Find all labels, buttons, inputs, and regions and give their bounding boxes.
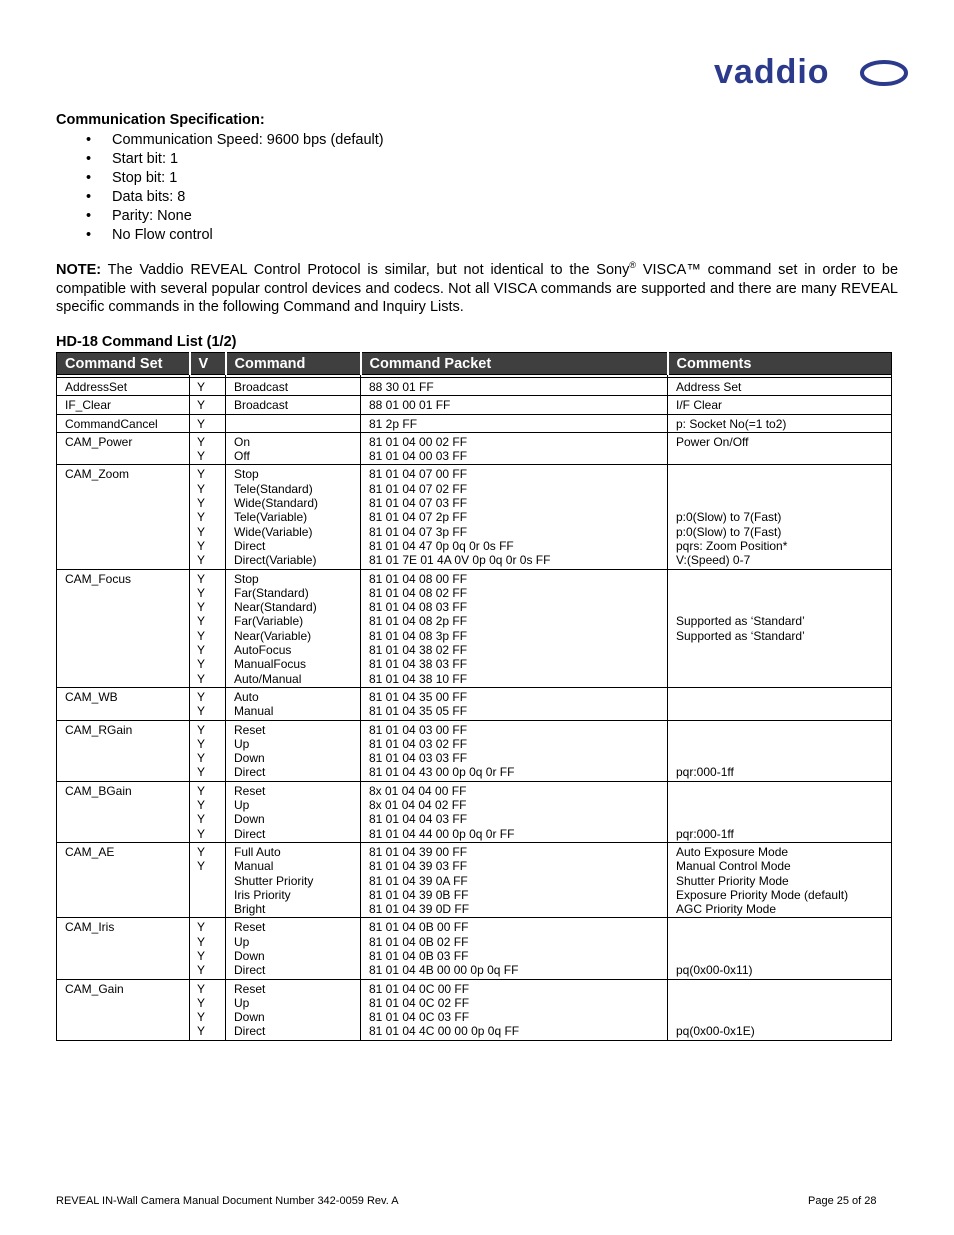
- cell-line: Supported as ‘Standard’: [676, 614, 805, 629]
- cell-line: Direct: [234, 538, 266, 553]
- cell-command-set: CAM_RGain: [57, 720, 190, 781]
- table-row: [57, 569, 892, 687]
- cell-command-set: CommandCancel: [57, 414, 190, 432]
- cell-line: Y: [197, 657, 206, 672]
- cell-line: Exposure Priority Mode (default): [676, 887, 849, 902]
- table-row: [57, 687, 892, 720]
- cell-line: 81 01 04 35 00 FF: [369, 689, 468, 704]
- cell-line: Y: [197, 844, 206, 859]
- table-row: [57, 979, 892, 1040]
- cell-line: 81 01 04 4B 00 00 0p 0q FF: [369, 963, 519, 978]
- cell-line: p:0(Slow) to 7(Fast): [676, 510, 782, 525]
- footer-document-info: REVEAL IN-Wall Camera Manual Document Number 342-0059 Rev. A: [56, 1195, 399, 1207]
- cell-v: [190, 432, 226, 465]
- cell-line: 81 01 04 08 3p FF: [369, 628, 468, 643]
- table-title: HD-18 Command List (1/2): [56, 334, 237, 350]
- cell-line: 81 01 04 04 03 FF: [369, 812, 468, 827]
- cell-v: [190, 687, 226, 720]
- cell-command-packet: [361, 687, 668, 720]
- header-command-set: Command Set: [57, 353, 190, 375]
- cell-line: 81 01 04 39 0A FF: [369, 873, 468, 888]
- communication-spec-list: [56, 131, 384, 245]
- cell-v: [190, 414, 226, 432]
- cell-line: Y: [197, 812, 206, 827]
- cell-comments: [668, 918, 892, 979]
- table-row: [57, 465, 892, 569]
- cell-command: [226, 378, 361, 396]
- cell-line: Direct: [234, 1024, 266, 1039]
- cell-command: [226, 687, 361, 720]
- cell-v: [190, 569, 226, 687]
- cell-command-set: CAM_AE: [57, 842, 190, 917]
- cell-line: Y: [197, 783, 206, 798]
- footer-page-number: Page 25 of 28: [808, 1195, 877, 1207]
- cell-line: Up: [234, 934, 250, 949]
- cell-command-set: CAM_Zoom: [57, 465, 190, 569]
- bullet-icon: •: [86, 189, 92, 205]
- cell-line: Down: [234, 1010, 265, 1025]
- cell-line: 81 01 04 07 00 FF: [369, 467, 468, 482]
- cell-line: Y: [197, 798, 206, 813]
- cell-line: Off: [234, 449, 250, 464]
- cell-line: p:0(Slow) to 7(Fast): [676, 524, 782, 539]
- cell-line: 81 01 04 39 00 FF: [369, 844, 468, 859]
- cell-line: 81 01 7E 01 4A 0V 0p 0q 0r 0s FF: [369, 553, 551, 568]
- cell-line: 81 01 04 00 02 FF: [369, 434, 468, 449]
- spec-list-item: [56, 188, 384, 207]
- cell-line: Bright: [234, 902, 266, 917]
- cell-v: [190, 781, 226, 842]
- cell-line: 81 2p FF: [369, 416, 418, 431]
- cell-comments: [668, 842, 892, 917]
- cell-line: AutoFocus: [234, 643, 292, 658]
- cell-line: 81 01 04 0B 03 FF: [369, 948, 469, 963]
- cell-line: Tele(Standard): [234, 481, 313, 496]
- cell-line: Far(Variable): [234, 614, 304, 629]
- table-row: [57, 720, 892, 781]
- cell-line: [676, 751, 883, 765]
- cell-line: Direct: [234, 826, 266, 841]
- cell-command-set: CAM_Iris: [57, 918, 190, 979]
- cell-line: 81 01 04 08 03 FF: [369, 600, 468, 615]
- cell-line: [676, 586, 883, 600]
- cell-line: p: Socket No(=1 to2): [676, 416, 787, 431]
- cell-line: 81 01 04 4C 00 00 0p 0q FF: [369, 1024, 520, 1039]
- bullet-icon: •: [86, 132, 92, 148]
- cell-line: pqr:000-1ff: [676, 765, 734, 780]
- cell-line: Y: [197, 380, 206, 394]
- cell-line: 81 01 04 07 2p FF: [369, 510, 468, 525]
- cell-line: V:(Speed) 0-7: [676, 553, 751, 568]
- cell-line: Y: [197, 434, 206, 449]
- cell-line: Y: [197, 643, 206, 658]
- cell-v: [190, 979, 226, 1040]
- header-command: Command: [226, 353, 361, 375]
- cell-line: Near(Standard): [234, 600, 317, 615]
- cell-v: [190, 396, 226, 414]
- cell-line: [676, 798, 883, 812]
- cell-line: [234, 417, 352, 431]
- cell-line: 81 01 04 39 0D FF: [369, 902, 470, 917]
- cell-line: Y: [197, 510, 206, 525]
- registered-mark: ®: [629, 260, 637, 271]
- cell-line: Y: [197, 934, 206, 949]
- cell-command-set: CAM_BGain: [57, 781, 190, 842]
- bullet-icon: •: [86, 170, 92, 186]
- cell-line: Direct: [234, 963, 266, 978]
- cell-line: Stop: [234, 571, 259, 586]
- cell-line: 88 01 00 01 FF: [369, 398, 451, 413]
- note-label: NOTE:: [56, 262, 102, 278]
- table-row: [57, 432, 892, 465]
- cell-command: [226, 842, 361, 917]
- command-table: [56, 352, 892, 1041]
- cell-line: 81 01 04 0C 02 FF: [369, 995, 470, 1010]
- cell-line: Y: [197, 496, 206, 511]
- cell-command-packet: [361, 781, 668, 842]
- cell-line: Manual Control Mode: [676, 859, 791, 874]
- cell-command-packet: [361, 414, 668, 432]
- cell-command-set: CAM_Focus: [57, 569, 190, 687]
- cell-line: Reset: [234, 722, 266, 737]
- command-table-body: [57, 375, 892, 1041]
- cell-line: 81 01 04 47 0p 0q 0r 0s FF: [369, 538, 514, 553]
- cell-line: Up: [234, 995, 250, 1010]
- logo-swoosh: [862, 62, 906, 84]
- cell-line: [676, 949, 883, 963]
- cell-line: Auto: [234, 689, 259, 704]
- cell-line: 81 01 04 0C 00 FF: [369, 981, 470, 996]
- cell-command-set: CAM_WB: [57, 687, 190, 720]
- cell-line: Y: [197, 859, 206, 874]
- cell-line: 81 01 04 44 00 0p 0q 0r FF: [369, 826, 515, 841]
- cell-line: Broadcast: [234, 380, 289, 394]
- cell-command: [226, 569, 361, 687]
- cell-line: 81 01 04 08 02 FF: [369, 585, 468, 600]
- cell-line: Y: [197, 553, 206, 568]
- cell-line: 81 01 04 07 3p FF: [369, 524, 468, 539]
- cell-line: Y: [197, 704, 206, 719]
- cell-line: Y: [197, 722, 206, 737]
- spec-list-item: [56, 150, 384, 169]
- cell-line: [676, 572, 883, 586]
- bullet-icon: •: [86, 227, 92, 243]
- cell-line: Y: [197, 538, 206, 553]
- cell-line: Y: [197, 571, 206, 586]
- cell-command-packet: [361, 842, 668, 917]
- cell-comments: [668, 465, 892, 569]
- cell-line: Y: [197, 585, 206, 600]
- spec-list-item: [56, 226, 384, 245]
- cell-command: [226, 781, 361, 842]
- cell-line: [676, 496, 883, 510]
- cell-comments: [668, 979, 892, 1040]
- cell-line: 81 01 04 08 2p FF: [369, 614, 468, 629]
- cell-command-packet: [361, 569, 668, 687]
- cell-line: 81 01 04 43 00 0p 0q 0r FF: [369, 765, 515, 780]
- cell-command-set: CAM_Gain: [57, 979, 190, 1040]
- cell-line: Y: [197, 963, 206, 978]
- cell-line: Y: [197, 614, 206, 629]
- cell-line: Manual: [234, 859, 274, 874]
- cell-comments: [668, 414, 892, 432]
- bullet-icon: •: [86, 151, 92, 167]
- cell-line: 81 01 04 0B 02 FF: [369, 934, 469, 949]
- spec-list-item: [56, 131, 384, 150]
- cell-line: Up: [234, 798, 250, 813]
- cell-command: [226, 979, 361, 1040]
- cell-line: pq(0x00-0x11): [676, 963, 753, 978]
- cell-line: Y: [197, 736, 206, 751]
- cell-line: Auto Exposure Mode: [676, 844, 789, 859]
- cell-command-packet: [361, 918, 668, 979]
- cell-v: [190, 465, 226, 569]
- cell-line: Down: [234, 751, 265, 766]
- cell-line: pqr:000-1ff: [676, 826, 734, 841]
- cell-line: Y: [197, 671, 206, 686]
- spec-item-text: Communication Speed: 9600 bps (default): [112, 132, 384, 148]
- header-command-packet: Command Packet: [361, 353, 668, 375]
- cell-comments: [668, 396, 892, 414]
- header-v: V: [190, 353, 226, 375]
- cell-command: [226, 414, 361, 432]
- table-row: [57, 414, 892, 432]
- table-row: [57, 396, 892, 414]
- cell-line: [676, 482, 883, 496]
- cell-comments: [668, 378, 892, 396]
- cell-v: [190, 842, 226, 917]
- cell-line: 81 01 04 38 10 FF: [369, 671, 468, 686]
- cell-line: 81 01 04 0B 00 FF: [369, 920, 469, 935]
- bullet-icon: •: [86, 208, 92, 224]
- cell-line: [676, 1010, 883, 1024]
- cell-line: Y: [197, 416, 206, 431]
- cell-line: AGC Priority Mode: [676, 902, 777, 917]
- cell-line: [676, 920, 883, 934]
- cell-line: Down: [234, 812, 265, 827]
- cell-line: [676, 996, 883, 1010]
- cell-line: 81 01 04 00 03 FF: [369, 449, 468, 464]
- spec-item-text: Stop bit: 1: [112, 170, 178, 186]
- table-row: [57, 918, 892, 979]
- cell-line: 8x 01 04 04 00 FF: [369, 783, 467, 798]
- cell-line: Shutter Priority: [234, 873, 314, 888]
- cell-line: Stop: [234, 467, 259, 482]
- table-row: [57, 378, 892, 396]
- note-paragraph: [56, 261, 898, 317]
- cell-line: [676, 723, 883, 737]
- cell-line: Reset: [234, 920, 266, 935]
- cell-command-set: AddressSet: [57, 378, 190, 396]
- cell-command-packet: [361, 432, 668, 465]
- cell-line: On: [234, 434, 251, 449]
- cell-line: Auto/Manual: [234, 671, 302, 686]
- cell-command: [226, 720, 361, 781]
- cell-v: [190, 720, 226, 781]
- cell-line: [676, 812, 883, 826]
- vaddio-logo: [712, 56, 908, 90]
- cell-line: Full Auto: [234, 844, 281, 859]
- cell-line: Supported as ‘Standard’: [676, 628, 805, 643]
- cell-line: Up: [234, 736, 250, 751]
- cell-line: I/F Clear: [676, 398, 723, 413]
- spec-item-text: Start bit: 1: [112, 151, 179, 167]
- cell-comments: [668, 687, 892, 720]
- cell-line: Direct(Variable): [234, 553, 317, 568]
- spec-list-item: [56, 169, 384, 188]
- cell-line: Reset: [234, 783, 266, 798]
- cell-line: Y: [197, 948, 206, 963]
- spec-item-text: No Flow control: [112, 227, 213, 243]
- cell-line: Wide(Variable): [234, 524, 313, 539]
- cell-line: Y: [197, 826, 206, 841]
- cell-line: Down: [234, 948, 265, 963]
- cell-v: [190, 918, 226, 979]
- cell-command-set: CAM_Power: [57, 432, 190, 465]
- cell-line: [676, 600, 883, 614]
- cell-command-packet: [361, 396, 668, 414]
- cell-line: [676, 690, 883, 704]
- cell-command: [226, 396, 361, 414]
- cell-line: Y: [197, 920, 206, 935]
- cell-line: 81 01 04 39 03 FF: [369, 859, 468, 874]
- cell-line: 81 01 04 35 05 FF: [369, 704, 468, 719]
- cell-line: Shutter Priority Mode: [676, 873, 789, 888]
- cell-line: Y: [197, 1024, 206, 1039]
- cell-line: Wide(Standard): [234, 496, 319, 511]
- cell-line: Direct: [234, 765, 266, 780]
- cell-line: [676, 737, 883, 751]
- note-text-2: VISCA™ command set in order to be compatible with several popular control devices and codecs. Not all VISCA commands are supported and there are many REVEAL specific commands in the following Command and Inquiry Lists.: [56, 262, 899, 315]
- cell-line: Y: [197, 995, 206, 1010]
- cell-command: [226, 432, 361, 465]
- cell-line: 8x 01 04 04 02 FF: [369, 798, 467, 813]
- cell-line: Near(Variable): [234, 628, 312, 643]
- cell-line: Address Set: [676, 380, 742, 394]
- cell-line: [676, 935, 883, 949]
- table-header-row: [57, 353, 892, 375]
- cell-command-packet: [361, 720, 668, 781]
- cell-line: [676, 784, 883, 798]
- cell-command: [226, 465, 361, 569]
- cell-line: 81 01 04 0C 03 FF: [369, 1010, 470, 1025]
- spec-list-item: [56, 207, 384, 226]
- cell-line: 81 01 04 03 02 FF: [369, 736, 468, 751]
- cell-line: Manual: [234, 704, 274, 719]
- cell-line: Y: [197, 981, 206, 996]
- cell-comments: [668, 569, 892, 687]
- cell-line: Power On/Off: [676, 434, 749, 449]
- cell-line: 81 01 04 08 00 FF: [369, 571, 468, 586]
- cell-line: pq(0x00-0x1E): [676, 1024, 755, 1039]
- cell-line: Reset: [234, 981, 266, 996]
- cell-line: Y: [197, 398, 206, 413]
- cell-command: [226, 918, 361, 979]
- cell-line: 81 01 04 07 03 FF: [369, 496, 468, 511]
- header-comments: Comments: [668, 353, 892, 375]
- cell-line: Y: [197, 524, 206, 539]
- table-row: [57, 842, 892, 917]
- cell-line: Y: [197, 467, 206, 482]
- cell-command-packet: [361, 465, 668, 569]
- cell-comments: [668, 720, 892, 781]
- cell-line: 81 01 04 38 03 FF: [369, 657, 468, 672]
- cell-line: 81 01 04 07 02 FF: [369, 481, 468, 496]
- cell-line: Broadcast: [234, 398, 289, 413]
- note-text-1: The Vaddio REVEAL Control Protocol is similar, but not identical to the Sony: [101, 262, 630, 278]
- cell-line: 81 01 04 38 02 FF: [369, 643, 468, 658]
- cell-command-set: IF_Clear: [57, 396, 190, 414]
- cell-line: Y: [197, 481, 206, 496]
- cell-line: 88 30 01 FF: [369, 380, 434, 394]
- cell-line: Y: [197, 1010, 206, 1025]
- cell-command-packet: [361, 979, 668, 1040]
- cell-line: [676, 982, 883, 996]
- cell-line: Iris Priority: [234, 887, 291, 902]
- communication-spec-title: Communication Specification:: [56, 112, 265, 128]
- vaddio-logo-text: vaddio: [714, 56, 830, 90]
- cell-line: Y: [197, 628, 206, 643]
- cell-line: ManualFocus: [234, 657, 307, 672]
- cell-line: 81 01 04 39 0B FF: [369, 887, 469, 902]
- cell-line: 81 01 04 03 00 FF: [369, 722, 468, 737]
- cell-line: Y: [197, 765, 206, 780]
- cell-line: Far(Standard): [234, 585, 309, 600]
- cell-line: Y: [197, 449, 206, 464]
- cell-line: Y: [197, 689, 206, 704]
- cell-line: pqrs: Zoom Position*: [676, 538, 788, 553]
- spec-item-text: Data bits: 8: [112, 189, 186, 205]
- cell-comments: [668, 781, 892, 842]
- cell-command-packet: [361, 378, 668, 396]
- cell-v: [190, 378, 226, 396]
- spec-item-text: Parity: None: [112, 208, 192, 224]
- cell-line: Tele(Variable): [234, 510, 308, 525]
- cell-comments: [668, 432, 892, 465]
- cell-line: 81 01 04 03 03 FF: [369, 751, 468, 766]
- table-row: [57, 781, 892, 842]
- cell-line: [676, 467, 883, 481]
- cell-line: Y: [197, 751, 206, 766]
- cell-line: Y: [197, 600, 206, 615]
